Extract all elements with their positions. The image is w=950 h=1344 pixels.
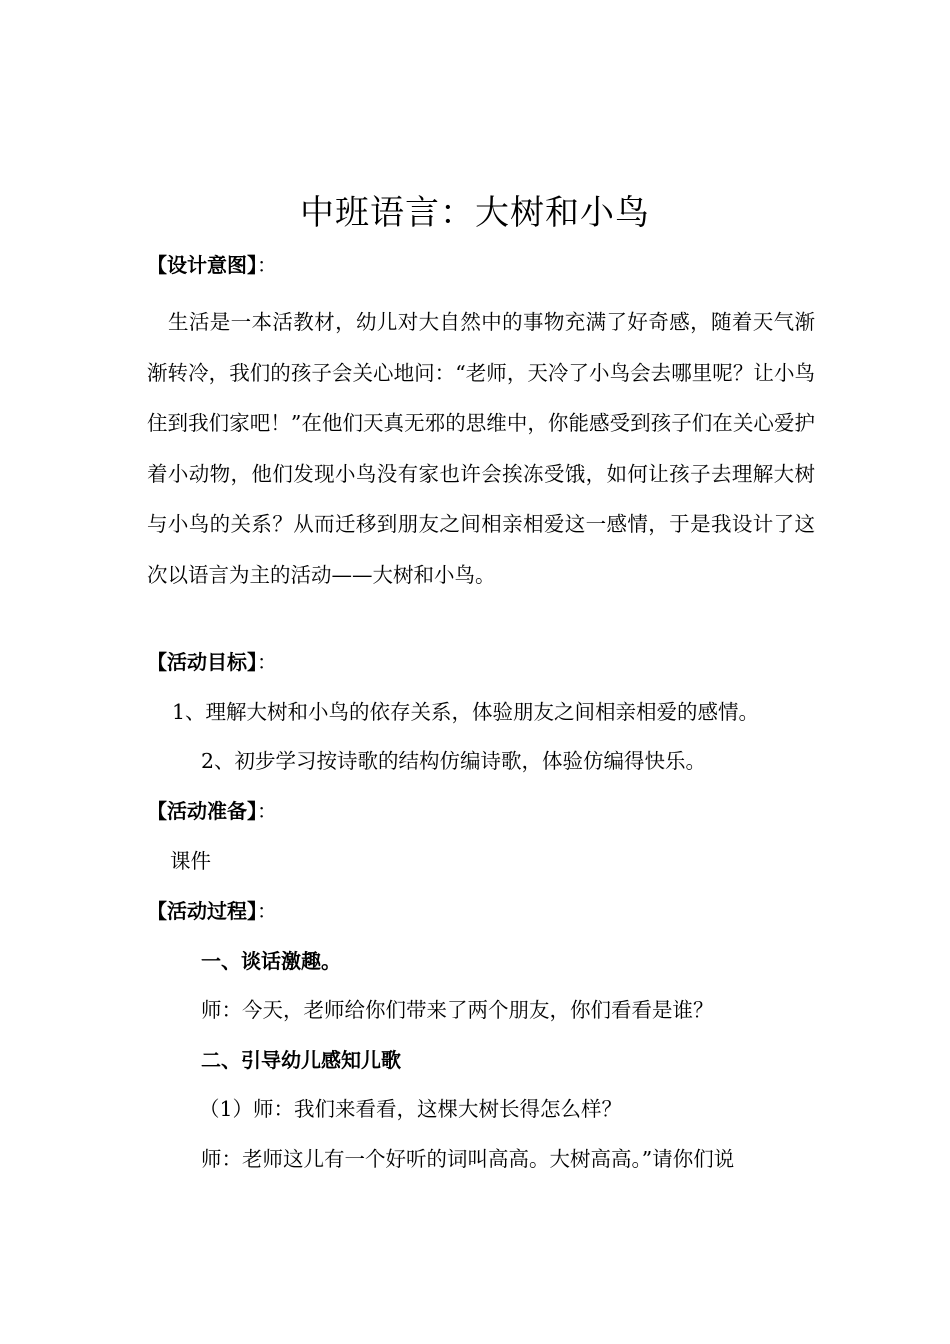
section-heading-goals [147,647,277,677]
preparation-colon: ： [257,799,277,823]
process-colon: ： [257,899,277,923]
process-section-2-line-2: 师：老师这儿有一个好听的词叫高高。大树高高。”请你们说 [201,1147,735,1171]
process-section-2-line-1: （1）师：我们来看看，这棵大树长得怎么样？ [199,1097,623,1121]
preparation-text: 课件 [170,849,211,873]
section-heading-process [147,896,277,926]
process-heading-text: 【活动过程】 [147,899,257,923]
goal-item-1: 1、理解大树和小鸟的依存关系，体验朋友之间相亲相爱的感情。 [172,700,760,724]
design-intent-colon: ： [257,253,277,277]
section-heading-preparation [147,796,277,826]
page-title: 中班语言：大树和小鸟 [300,193,650,233]
section-heading-design-intent [147,250,277,280]
goals-heading-text: 【活动目标】 [147,650,257,674]
goals-colon: ： [257,650,277,674]
process-section-1-title: 一、谈话激趣。 [201,949,341,973]
process-section-1-text: 师：今天，老师给你们带来了两个朋友，你们看看是谁？ [201,998,714,1022]
design-intent-paragraph: 生活是一本活教材，幼儿对大自然中的事物充满了好奇感，随着天气渐渐转冷，我们的孩子会关心地问：“老师，天冷了小鸟会去哪里呢？让小鸟住到我们家吧！”在他们天真无邪的思维中，你能感受到孩子们在关心爱护着小动物，他们发现小鸟没有家也许会挨冻受饿，如何让孩子去理解大树与小鸟的关系？从而迁移到朋友之间相亲相爱这一感情，于是我设计了这次以语言为主的活动——大树和小鸟。 [147,310,815,587]
design-intent-heading-text: 【设计意图】 [147,253,257,277]
goal-item-2: 2、初步学习按诗歌的结构仿编诗歌，体验仿编得快乐。 [201,749,707,773]
process-section-2-title: 二、引导幼儿感知儿歌 [201,1048,401,1072]
preparation-heading-text: 【活动准备】 [147,799,257,823]
